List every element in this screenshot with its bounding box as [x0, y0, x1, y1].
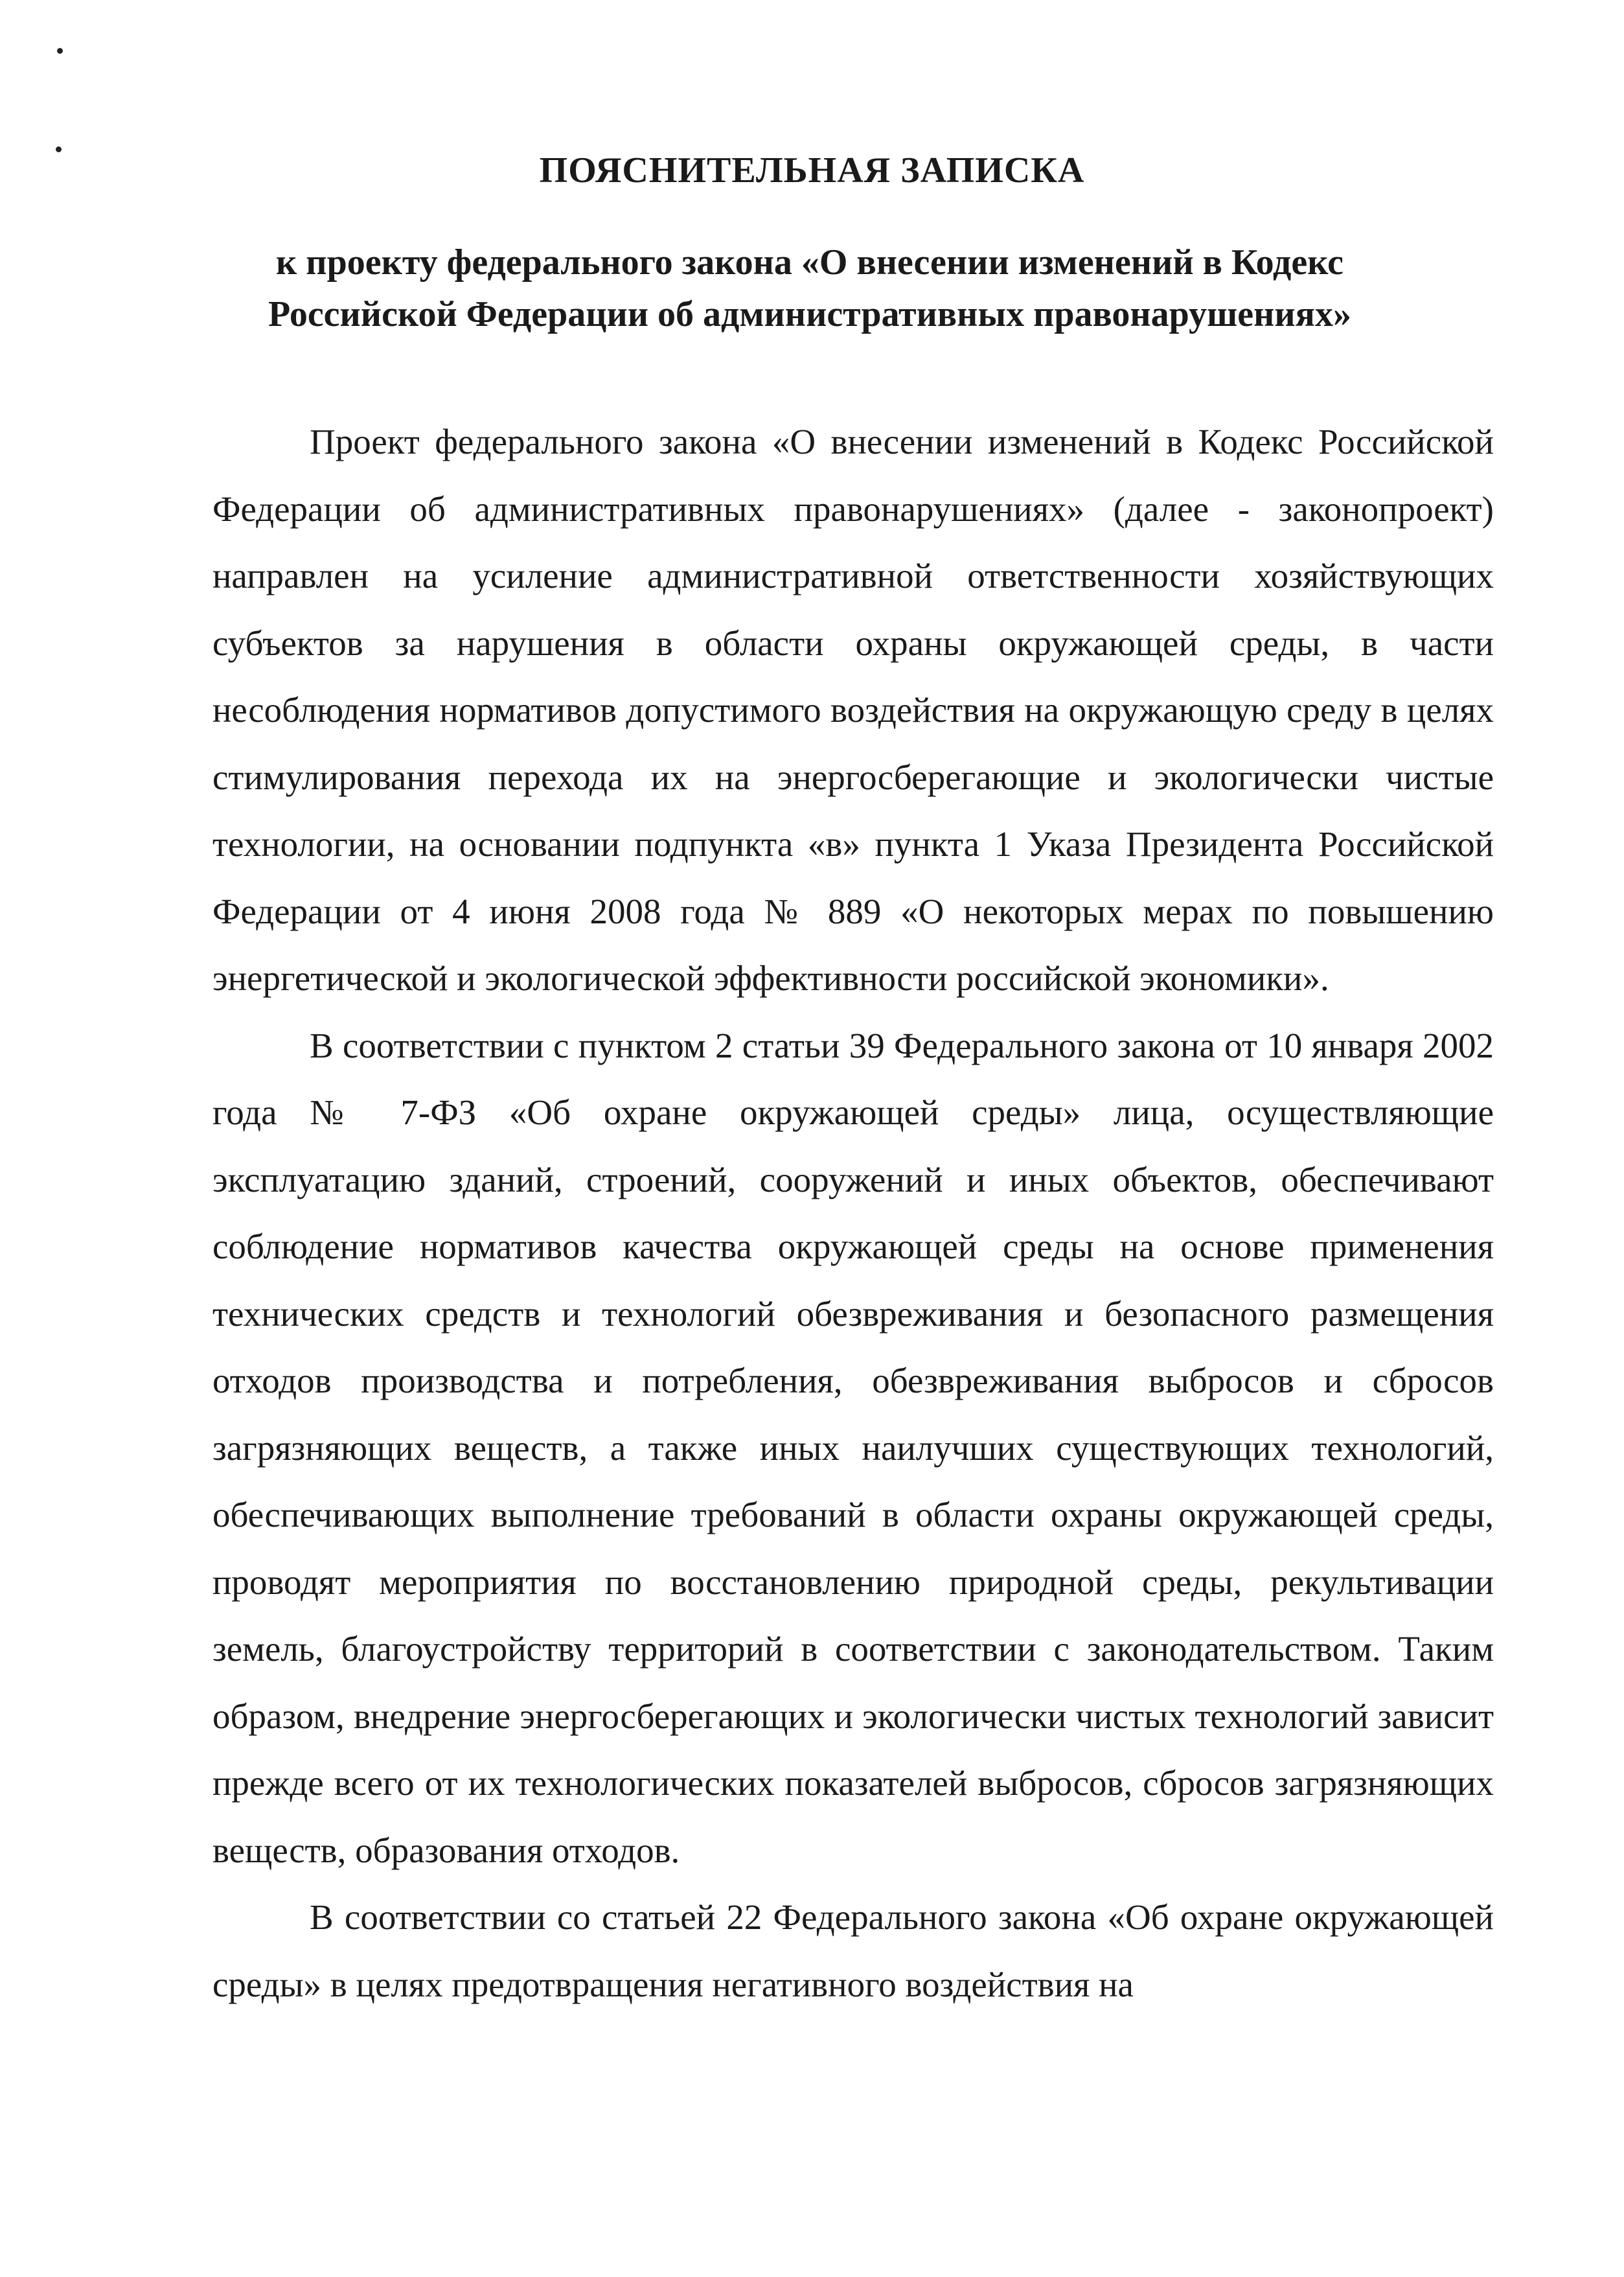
paragraph-1: Проект федерального закона «О внесении изменений в Кодекс Российской Федерации об административных правонарушениях» (далее - законопроект) направлен на усиление административной ответственности хозяйствующих субъектов за нарушения в области охраны окружающей среды, в части несоблюдения нормативов допустимого воздействия на окружающую среду в целях стимулирования перехода их на энергосберегающие и экологически чистые технологии, на основании подпункта «в» пункта 1 Указа Президента Российской Федерации от 4 июня 2008 года № 889 «О некоторых мерах по повышению энергетической и экологической эффективности российской экономики». — [212, 422, 1494, 998]
document-title: ПОЯСНИТЕЛЬНАЯ ЗАПИСКА — [539, 150, 1085, 191]
subtitle-line-2: Российской Федерации об административных правонарушениях» — [268, 294, 1351, 334]
paragraph-3: В соответствии со статьей 22 Федерального закона «Об охране окружающей среды» в целях предотвращения негативного воздействия на — [212, 1897, 1494, 2004]
document-subtitle — [162, 237, 1458, 340]
subtitle-line-1: к проекту федерального закона «О внесении изменений в Кодекс — [276, 242, 1344, 283]
scan-speck — [57, 48, 63, 54]
document-body — [212, 408, 1494, 2018]
paragraph-2: В соответствии с пунктом 2 статьи 39 Федерального закона от 10 января 2002 года № 7-ФЗ «Об охране окружающей среды» лица, осуществляющие эксплуатацию зданий, строений, сооружений и иных объектов, обеспечивают соблюдение нормативов качества окружающей среды на основе применения технических средств и технологий обезвреживания и безопасного размещения отходов производства и потребления, обезвреживания выбросов и сбросов загрязняющих веществ, а также иных наилучших существующих технологий, обеспечивающих выполнение требований в области охраны окружающей среды, проводят мероприятия по восстановлению природной среды, рекультивации земель, благоустройству территорий в соответствии с законодательством. Таким образом, внедрение энергосберегающих и экологически чистых технологий зависит прежде всего от их технологических показателей выбросов, сбросов загрязняющих веществ, образования отходов. — [212, 1025, 1494, 1870]
